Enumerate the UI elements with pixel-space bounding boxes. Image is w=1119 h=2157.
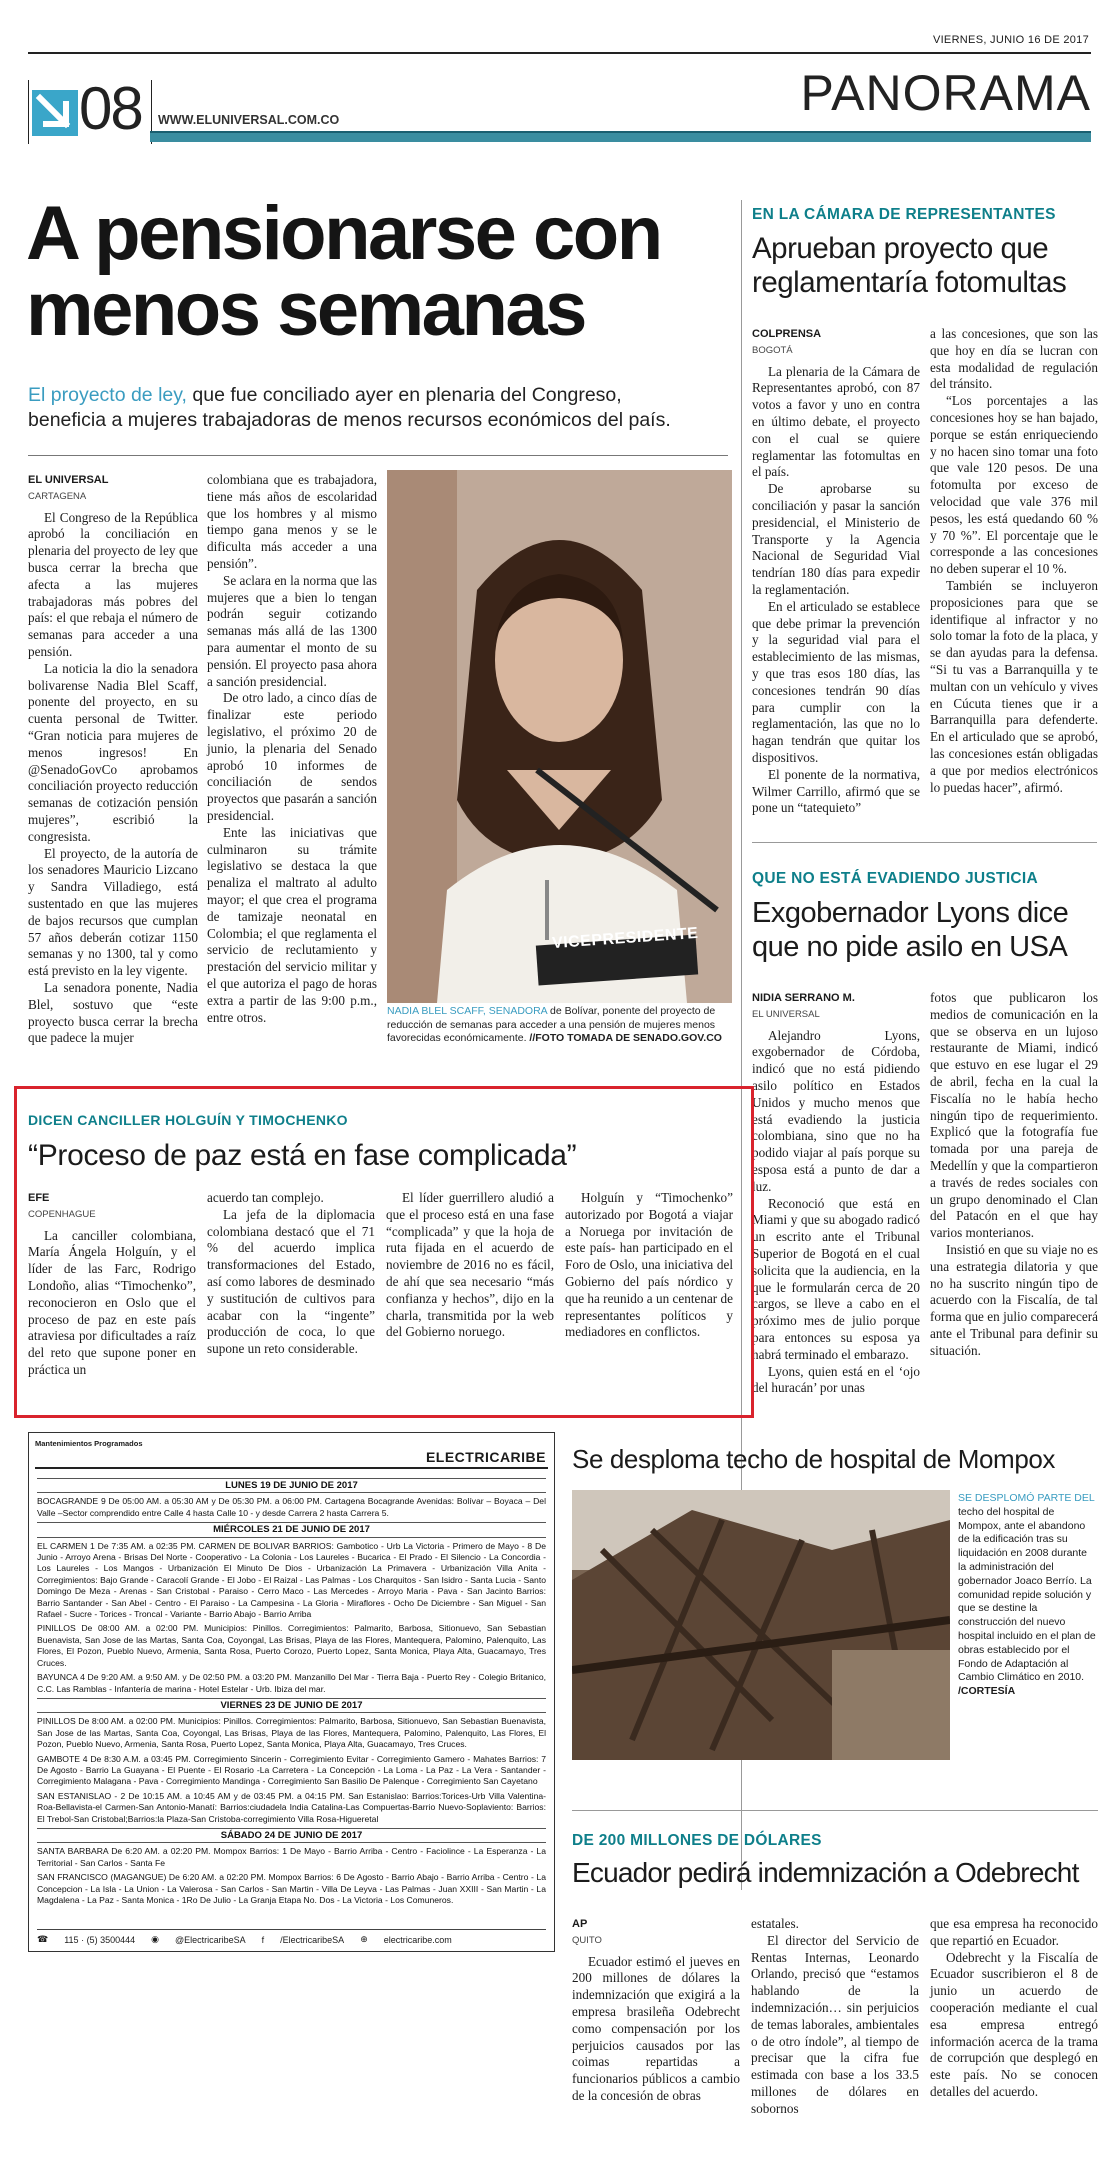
schedule-item: BOCAGRANDE 9 De 05:00 AM. a 05:30 AM y De 05:30 PM. a 06:00 PM. Cartagena Bocagrande Avenidas: Bolívar – Boyaca – Del Valle –Sector comprendido entre Calle 4 hasta Calle 10 - y desde Carrera 2 hasta Carrera 5. — [37, 1496, 546, 1518]
lyons-column-1 — [752, 990, 920, 1397]
paz-byline: EFE — [28, 1192, 50, 1204]
paz-paragraph: acuerdo tan complejo. — [207, 1190, 324, 1205]
lead-deck-text: que fue conciliado ayer en plenaria del Congreso, — [186, 384, 622, 406]
facebook-icon: f — [261, 1934, 265, 1945]
section-title: PANORAMA — [800, 65, 1091, 121]
lead-deck-rule — [28, 455, 728, 456]
mompox-caption-text: techo del hospital de Mompox, ante el abandono de la edificación tras su liquidación en 2008 durante la administración del gobernador Joaco Berrío. La comunidad repide solución y que se destine la construcción del nuevo hospital incluido en el plan de obras establecido por el Fondo de Adaptación al Cambio Climático en 2010. — [958, 1505, 1096, 1684]
schedule-item: SAN FRANCISCO (MAGANGUE) De 6:20 AM. a 02:20 PM. Mompox Barrios: 6 De Agosto - Barrio Abajo - Barrio Arriba - Centro - La Concepcion - La Isla - La Union - La Valerosa - San Carlos - San Martin - Villa De Leyva - Las Palmas - Juan XXIII - San Martin - La Magdalena - La Paz - Santa Monica - 1Ro De Julio - La Granja Etapa No. Dos - La Victoria - Los Comuneros. — [37, 1872, 546, 1905]
lead-deck — [28, 383, 728, 433]
ad-footer — [37, 1929, 546, 1945]
lead-paragraph: colombiana que es trabajadora, tiene más años de escolaridad que los hombres y al mismo tiempo gana menos y se le dificulta más acceder a una pensión”. — [207, 472, 377, 571]
lead-paragraph: La senadora ponente, Nadia Blel, sostuvo que “este proyecto busca cerrar la brecha que padece la mujer — [28, 979, 198, 1046]
lead-deck-line2: beneficia a mujeres trabajadoras de menos recursos económicos del país. — [28, 409, 671, 431]
schedule-day: SÁBADO 24 DE JUNIO DE 2017 — [37, 1828, 546, 1843]
masthead-top-rule — [28, 52, 1091, 54]
paz-paragraph: La jefa de la diplomacia colombiana destacó que el 71 % del acuerdo implica transformaciones del Estado, así como labores de desminado y sustitución de cultivos para acabar con la “ingente” producción de coca, lo que supone un reto considerable. — [207, 1206, 375, 1357]
ad-header-rule — [35, 1467, 548, 1469]
fotomultas-column-1 — [752, 326, 920, 817]
fotomultas-column-2 — [930, 326, 1098, 796]
fotomultas-paragraph: El ponente de la normativa, Wilmer Carrillo, afirmó que se pone un “tatequieto” — [752, 766, 920, 816]
fotomultas-headline-line1: Aprueban proyecto que — [752, 232, 1049, 265]
masthead-band — [150, 131, 1091, 142]
page-number-box — [28, 75, 152, 144]
fotomultas-bottom-rule — [752, 842, 1097, 843]
caption-text: de Bolívar, ponente del proyecto de reducción de semanas para acceder a una pensión de mujeres menos favorecidas económicamente. — [387, 1005, 716, 1044]
schedule-day: VIERNES 23 DE JUNIO DE 2017 — [37, 1698, 546, 1713]
mompox-caption-credit: /CORTESÍA — [958, 1685, 1016, 1698]
lyons-headline-line2: que no pide asilo en USA — [752, 931, 1068, 963]
fotomultas-paragraph: “Los porcentajes a las concesiones hoy se han bajado, porque se están enriqueciendo y no hacen sino tomar una foto que vale 120 pesos. De una fotomulta por exceso de velocidad que vale 376 mil pesos, les está quedando 60 % y 70 %”. El porcentaje que le corresponde a las concesiones no deben superar el 10 %. — [930, 393, 1098, 577]
ecuador-paragraph: que esa empresa ha reconocido que repartió en Ecuador. — [930, 1916, 1098, 1948]
ecuador-paragraph: Ecuador estimó el jueves en 200 millones de dólares la indemnización que exigirá a la empresa brasileña Odebrecht como compensación por los perjuicios causados por las coimas repartidas a funcionarios públicos a cambio de la concesión de obras — [572, 1953, 740, 2103]
lead-byline: EL UNIVERSAL — [28, 474, 109, 486]
lead-headline — [26, 191, 726, 352]
paz-column-4 — [565, 1190, 733, 1341]
schedule-item: PINILLOS De 8:00 AM. a 02:00 PM. Municipios: Pinillos. Corregimientos: Palmarito, Barbosa, Sitionuevo, San Sebastian Buenavista, San Jose de las Martas, Santa Coa, Coyongal, Las Brisas, Playa de las Flores, Mantequera, Palomino, Palenquito, Las Flores, El Pozon, Pueblo Nuevo, Armenia, Santa Rosa, Puerto Lopez, Santa Monica, Playa Alta, Guacamayo, Tres Cruces. — [37, 1716, 546, 1750]
ecuador-byline: AP — [572, 1918, 588, 1930]
ad-schedule — [37, 1475, 546, 1909]
lead-paragraph: De otro lado, a cinco días de finalizar este periodo legislativo, el próximo 20 de junio, la plenaria del Senado aprobó 10 informes de conciliación de sendos proyectos que pasarán a sanción presidencial. — [207, 690, 377, 823]
schedule-day: LUNES 19 DE JUNIO DE 2017 — [37, 1478, 546, 1493]
ecuador-kicker: DE 200 MILLONES DE DÓLARES — [572, 1832, 822, 1849]
mompox-caption — [958, 1492, 1098, 1699]
phone-icon: ☎ — [37, 1934, 49, 1944]
electricaribe-ad — [28, 1432, 555, 1952]
ad-tag: Mantenimientos Programados — [35, 1439, 143, 1448]
lyons-paragraph: Insistió en que su viaje no es una estrategia dilatoria y que no ha suscrito ningún tipo de acuerdo con la Fiscalía, de tal forma que en julio comparecerá ante el Tribunal para definir su situación. — [930, 1241, 1098, 1358]
ecuador-place: QUITO — [572, 1934, 602, 1946]
ecuador-paragraph: Odebrecht y la Fiscalía de Ecuador suscribieron el 8 de junio un acuerdo de cooperación mediante el cual esa empresa entregó información acerca de la trama de corrupción que desplegó en este país. No se conocen detalles del acuerdo. — [930, 1949, 1098, 2099]
paz-kicker: DICEN CANCILLER HOLGUÍN Y TIMOCHENKO — [28, 1112, 348, 1128]
ad-brand: ELECTRICARIBE — [425, 1449, 546, 1465]
paz-place: COPENHAGUE — [28, 1208, 96, 1220]
paz-column-3 — [386, 1190, 554, 1341]
fotomultas-paragraph: a las concesiones, que son las que hoy en día se lucran con esta modalidad de regulación del tránsito. — [930, 326, 1098, 392]
website-url: WWW.ELUNIVERSAL.COM.CO — [158, 113, 340, 127]
lead-headline-line1: A pensionarse con — [26, 191, 661, 276]
fotomultas-byline: COLPRENSA — [752, 328, 822, 340]
mompox-bottom-rule — [572, 1810, 1098, 1811]
fotomultas-paragraph: La plenaria de la Cámara de Representantes aprobó, con 87 votos a favor y uno en contra en último debate, el proyecto con el cual se quiere reglamentar las fotomultas en el país. — [752, 363, 920, 480]
fotomultas-place: BOGOTÁ — [752, 344, 793, 356]
lyons-paragraph: Lyons, quien está en el ‘ojo del huracán’ por unas — [752, 1363, 920, 1396]
senator-photo-illustration — [387, 470, 732, 1003]
lead-paragraph: Ente las iniciativas que culminaron su trámite legislativo se destaca la que penaliza el maltrato al adulto mayor; el que crea el programa de tamizaje neonatal en Colombia; el que reglamenta el servicio de reclutamiento y prestación del servicio militar y el que autoriza el pago de horas extra a partir de las 9:00 p.m., entre otros. — [207, 824, 377, 1025]
ecuador-headline: Ecuador pedirá indemnización a Odebrecht — [572, 1857, 1079, 1888]
schedule-day: MIÉRCOLES 21 DE JUNIO DE 2017 — [37, 1522, 546, 1537]
paz-column-2 — [207, 1190, 375, 1358]
paz-paragraph: El líder guerrillero aludió a que el proceso está en una fase “complicada” y que la hoja de ruta fijada en el acuerdo de noviembre de 2016 no es fácil, de ahí que sea necesario “más confianza y hechos”, dijo en la charla, transmitida por la web del Gobierno noruego. — [386, 1190, 554, 1340]
schedule-item: SAN ESTANISLAO - 2 De 10:15 AM. a 10:45 AM y de 03:45 PM. a 04:15 PM. San Estanislao: Barrios:Torices-Urb Villa Valentina-Roa-Bellavista-el Carmen-San Antonio-Manatí: Barrios:ciudadela India Catalina-Las Compuertas-Barrio Nuevo-Soplaviento: Barrios: El Trebol-San Cristobal;Barrios:la Plaza-San Cristoba-corregimiento Villa Rosa-Higueretal — [37, 1790, 546, 1824]
lyons-headline-line1: Exgobernador Lyons dice — [752, 897, 1069, 929]
lead-column-1 — [28, 472, 198, 1047]
senator-photo-caption — [387, 1005, 732, 1046]
lead-paragraph: El Congreso de la República aprobó la conciliación en plenaria del proyecto de ley que busca cerrar la brecha que afecta a las mujeres trabajadoras más pobres del país: el que rebaja el número de semanas para acceder a una pensión. — [28, 509, 198, 659]
lyons-paragraph: fotos que publicaron los medios de comunicación en la que se observa en un lujoso restaurante de Miami, indicó que estuvo en ese lugar el 29 de abril, fecha en la cual la Fiscalía no le había hecho ningún tipo de requerimiento. Explicó que la fotografía fue tomada por una pareja de Medellín y que la compartieron a través de redes sociales con un grupo denominado el Clan del Patacón en el que hay varios monterianos. — [930, 990, 1098, 1241]
lead-paragraph: La noticia la dio la senadora bolivarense Nadia Blel Scaff, ponente del proyecto, en su cuenta personal de Twitter. “Gran noticia para mujeres de menos ingresos! En @SenadoGovCo aprobamos conciliación proyecto reducción semanas de cotización pensión mujeres”, escribió la congresista. — [28, 660, 198, 844]
collapsed-roof-illustration — [572, 1490, 950, 1760]
fotomultas-kicker: EN LA CÁMARA DE REPRESENTANTES — [752, 206, 1056, 223]
paz-headline: “Proceso de paz está en fase complicada” — [28, 1139, 577, 1172]
lyons-place: EL UNIVERSAL — [752, 1008, 820, 1020]
fotomultas-paragraph: De aprobarse su conciliación y pasar la sanción presidencial, el Ministerio de Transporte y la Agencia Nacional de Seguridad Vial tendrían 180 días para expedir la reglamentación. — [752, 481, 920, 597]
lyons-column-2 — [930, 990, 1098, 1360]
ad-facebook: /ElectricaribeSA — [280, 1934, 345, 1945]
lyons-kicker: QUE NO ESTÁ EVADIENDO JUSTICIA — [752, 870, 1039, 887]
twitter-icon: ◉ — [151, 1934, 159, 1944]
vicepresidente-sign: VICEPRESIDENTE — [551, 924, 699, 953]
paz-paragraph: La canciller colombiana, María Ángela Holguín, y el líder de las Farc, Rodrigo Londoño, alias “Timochenko”, reconocieron en Oslo que el proceso de paz en este país atraviesa por dificultades a raíz del reto que supone poner en práctica un — [28, 1227, 196, 1377]
ecuador-paragraph: estatales. — [751, 1916, 799, 1931]
page-date: VIERNES, JUNIO 16 DE 2017 — [932, 34, 1089, 46]
schedule-item: GAMBOTE 4 De 8:30 A.M. a 03:45 PM. Corregimiento Sincerin - Corregimiento Evitar - Corregimiento Gamero - Mahates Barrios: 7 De Agosto - Barrio La Guayana - El Puente - El Rosario -La Carretera - La Concepción - La Loma - La Paz - La Vera - Santander - Corregimiento Malagana - Pava - Corregimiento Mandinga - Corregimiento San Basilio De Palenque - Corregimiento San Cayetano — [37, 1753, 546, 1787]
lead-place: CARTAGENA — [28, 490, 87, 502]
lyons-headline — [752, 896, 1097, 964]
caption-name: NADIA BLEL SCAFF, SENADORA — [387, 1005, 548, 1017]
senator-photo — [387, 470, 732, 1003]
web-icon: ⊕ — [360, 1934, 368, 1944]
ecuador-column-2 — [751, 1916, 919, 2118]
lead-paragraph: El proyecto, de la autoría de los senadores Mauricio Lizcano y Sandra Villadiego, está sustentado en que las mujeres de bajos recursos que cumplan 57 años deberán cotizar 1150 semanas y no 1300, tal y como está previsto en la ley vigente. — [28, 845, 198, 979]
schedule-item: SANTA BARBARA De 6:20 AM. a 02:20 PM. Mompox Barrios: 1 De Mayo - Barrio Arriba - Centro - Faciolince - La Esperanza - La Territorial - San Carlos - Santa Fe — [37, 1846, 546, 1868]
fotomultas-headline-line2: reglamentaría fotomultas — [752, 266, 1067, 299]
schedule-item: PINILLOS De 08:00 AM. a 02:00 PM. Municipios: Pinillos. Corregimientos: Palmarito, Barbosa, Sitionuevo, San Sebastian Buenavista, San Jose de las Martas, Santa Coa, Coyongal, Las Brisas, Playa de las Flores, Mantequera, Palomino, Palenquito, Las Flores, El Pozon, Pueblo Nuevo, Armenia, Santa Rosa, Puerto Corozo, Puerto Lopez, Santa Monica, Playa Alta, Guacamayo, Tres Cruces. — [37, 1623, 546, 1668]
fotomultas-paragraph: En el articulado se establece que debe primar la prevención y la seguridad vial para el establecimiento de las mismas, y que tras esos 180 días, las concesiones tendrán 90 días para cumplir con la reglamentación, las que no lo hagan tendrán que quitar los dispositivos. — [752, 598, 920, 765]
schedule-item: BAYUNCA 4 De 9:20 AM. a 9:50 AM. y De 02:50 PM. a 03:20 PM. Manzanillo Del Mar - Tierra Baja - Puerto Rey - Colegio Britanico, C.C. Las Ramblas - Infantería de marina - Hotel Estelar - Urb. Ibiza del mar. — [37, 1672, 546, 1694]
ad-phone: 115 · (5) 3500444 — [64, 1934, 136, 1945]
lead-paragraph: Se aclara en la norma que las mujeres que a bien lo tengan podrán seguir cotizando semanas más allá de las 1300 para aumentar el monto de su pensión. El proyecto pasa ahora a sanción presidencial. — [207, 572, 377, 689]
fotomultas-headline — [752, 232, 1097, 300]
page-number: 08 — [79, 75, 142, 142]
lead-headline-line2: menos semanas — [26, 267, 585, 352]
lyons-byline: NIDIA SERRANO M. — [752, 992, 855, 1004]
ecuador-column-1 — [572, 1916, 740, 2105]
lead-deck-highlight: El proyecto de ley, — [28, 384, 187, 406]
lead-column-2 — [207, 472, 377, 1026]
paz-column-1 — [28, 1190, 196, 1379]
ecuador-column-3 — [930, 1916, 1098, 2101]
lyons-paragraph: Alejandro Lyons, exgobernador de Córdoba, indicó que no está pidiendo asilo político en Estados Unidos y mucho menos que está evadiendo la justicia colombiana, sino que no ha podido viajar al país porque su esposa está a punto de dar a luz. — [752, 1027, 920, 1194]
mompox-caption-highlight: SE DESPLOMÓ PARTE DEL — [958, 1492, 1095, 1504]
lyons-paragraph: Reconoció que está en Miami y que su abogado radicó un escrito ante el Tribunal Superior de Bogotá en el cual solicita que la audiencia, en la que le formularán cerca de 20 cargos, se lleve a cabo en el próximo mes de julio porque para entonces su esposa ya habrá terminado el embarazo. — [752, 1195, 920, 1362]
fotomultas-paragraph: También se incluyeron proposiciones para que se identifique al infractor y no solo tomar la foto de la placa, y se dan ayudas para la defensa. “Si tu vas a Barranquilla y te multan con un vehículo y vives en Cúcuta tienes que ir a Barranquilla para defenderte. En el articulado que se aprobó, las concesiones están obligadas a que por medios electrónicos lo puedas hacer”, afirmó. — [930, 577, 1098, 795]
arrow-down-right-icon — [32, 90, 78, 136]
paz-paragraph: Holguín y “Timochenko” autorizado por Bogotá a viajar a Noruega por invitación de este país- han participado en el Foro de Oslo, una iniciativa del Gobierno del país nórdico y que ha reunido a un centenar de representantes políticos y mediadores en conflictos. — [565, 1190, 733, 1340]
ad-twitter: @ElectricaribeSA — [174, 1934, 246, 1945]
ecuador-paragraph: El director del Servicio de Rentas Internas, Leonardo Orlando, precisó que “estamos hablando de la indemnización… sin perjuicios de temas laborales, ambientales o de otro índole”, al tiempo de precisar que la cifra fue estimada con base a los 33.5 millones de dólares en sobornos — [751, 1932, 919, 2116]
ad-web: electricaribe.com — [383, 1934, 452, 1945]
caption-credit: //FOTO TOMADA DE SENADO.GOV.CO — [526, 1032, 722, 1044]
mompox-headline: Se desploma techo de hospital de Mompox — [572, 1444, 1056, 1474]
mompox-photo — [572, 1490, 950, 1760]
schedule-item: EL CARMEN 1 De 7:35 AM. a 02:35 PM. CARMEN DE BOLIVAR BARRIOS: Gambotico - Urb La Victoria - Primero de Mayo - 8 De Junio - Arroyo Arena - Brisas Del Norte - Cooperativo - La Colonia - Los Laureles - Bucarica - El Prado - El Silencio - La Concordia - Los Laureles - Los Mangos - Urbanización El Minuto De Dios - Urbanización La Primavera - Urbanización Villa Anita - Corregimientos: Bajo Grande - Caracolí Grande - El Jobo - El Raizal - Las Palmas - Los Charquitos - San Isidro - Santa Lucia - Santo Domingo De Meza - Arenas - San Cristobal - Paraiso - Cerro Maco - Las Mercedes - Arroyo Maria - Pava - San Jacinto Barrios: Barrio Santander - San Abel - Centro - El Paraiso - La Campesina - La Gloria - Miraflores - Ocho De Diciembre - San Miguel - San Rafael - Sucre - Torices - Troncal - Variante - Barrio Abajo - Barrio Arriba — [37, 1540, 546, 1620]
